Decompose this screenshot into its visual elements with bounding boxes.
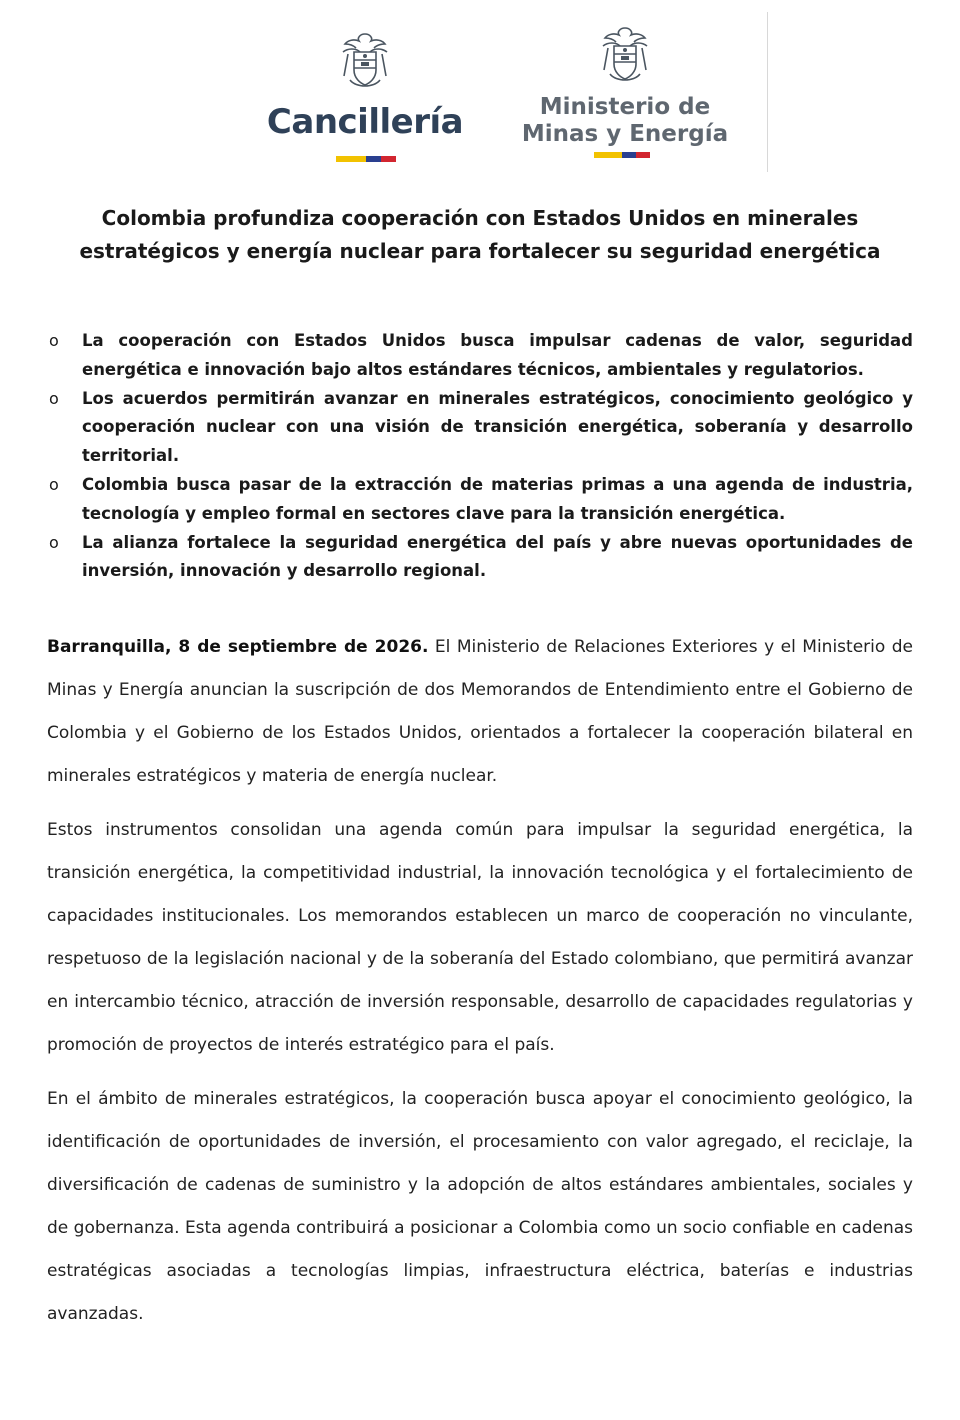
key-point-item (47, 327, 913, 385)
bullet-marker: o (49, 474, 59, 494)
key-point-item (47, 529, 913, 587)
minminas-wordmark (520, 94, 730, 148)
key-points-list (47, 327, 913, 586)
dateline: Barranquilla, 8 de septiembre de 2026. (47, 637, 429, 657)
press-release-body (47, 626, 913, 1347)
bullet-marker: o (49, 388, 59, 408)
bullet-marker: o (49, 532, 59, 552)
colombia-coat-of-arms-icon (334, 30, 396, 92)
key-point-text: Los acuerdos permitirán avanzar en minerales estratégicos, conocimiento geológico y cooperación nuclear con una visión de transición energética, soberanía y desarrollo territorial. (82, 388, 913, 466)
body-paragraph: Estos instrumentos consolidan una agenda común para impulsar la seguridad energética, la transición energética, la competitividad industrial, la innovación tecnológica y el fortalecimiento de capacidades institucionales. Los memorandos establecen un marco de cooperación no vinculante, respetuoso de la legislación nacional y de la soberanía del Estado colombiano, que permitirá avanzar en intercambio técnico, atracción de inversión responsable, desarrollo de capacidades regulatorias y promoción de proyectos de interés estratégico para el país. (47, 820, 913, 1055)
press-release-title: Colombia profundiza cooperación con Estados Unidos en minerales estratégicos y energía nuclear para fortalecer su seguridad energética (79, 206, 881, 263)
paragraph-text: El Ministerio de Relaciones Exteriores y el Ministerio de Minas y Energía anuncian la suscripción de dos Memorandos de Entendimiento entre el Gobierno de Colombia y el Gobierno de los Estados Unidos, orientados a fortalecer la cooperación bilateral en minerales estratégicos y materia de energía nuclear. (47, 637, 913, 786)
key-point-item (47, 471, 913, 529)
letterhead (0, 0, 960, 180)
flag-stripe (336, 156, 396, 162)
colombia-coat-of-arms-icon (594, 24, 656, 86)
minminas-wordmark-line1: Ministerio de (539, 94, 711, 120)
bullet-marker: o (49, 331, 59, 350)
body-paragraph (47, 626, 913, 798)
flag-stripe (594, 152, 650, 158)
minminas-logo (520, 22, 730, 172)
key-point-text: Colombia busca pasar de la extracción de materias primas a una agenda de industria, tecnología y empleo formal en sectores clave para la transición energética. (82, 474, 913, 523)
key-point-item (47, 385, 913, 471)
cancilleria-wordmark: Cancillería (266, 102, 464, 142)
key-point-text: La alianza fortalece la seguridad energética del país y abre nuevas oportunidades de inversión, innovación y desarrollo regional. (82, 532, 913, 581)
minminas-wordmark-line2: Minas y Energía (521, 121, 729, 147)
key-point-text: La cooperación con Estados Unidos busca impulsar cadenas de valor, seguridad energética e innovación bajo altos estándares técnicos, ambientales y regulatorios. (82, 331, 913, 379)
cancilleria-logo (262, 30, 468, 170)
body-paragraph: En el ámbito de minerales estratégicos, la cooperación busca apoyar el conocimiento geológico, la identificación de oportunidades de inversión, el procesamiento con valor agregado, el reciclaje, la diversificación de cadenas de suministro y la adopción de altos estándares ambientales, sociales y de gobernanza. Esta agenda contribuirá a posicionar a Colombia como un socio confiable en cadenas estratégicas asociadas a tecnologías limpias, infraestructura eléctrica, baterías e industrias avanzadas. (47, 1089, 913, 1324)
header-divider (767, 12, 768, 172)
